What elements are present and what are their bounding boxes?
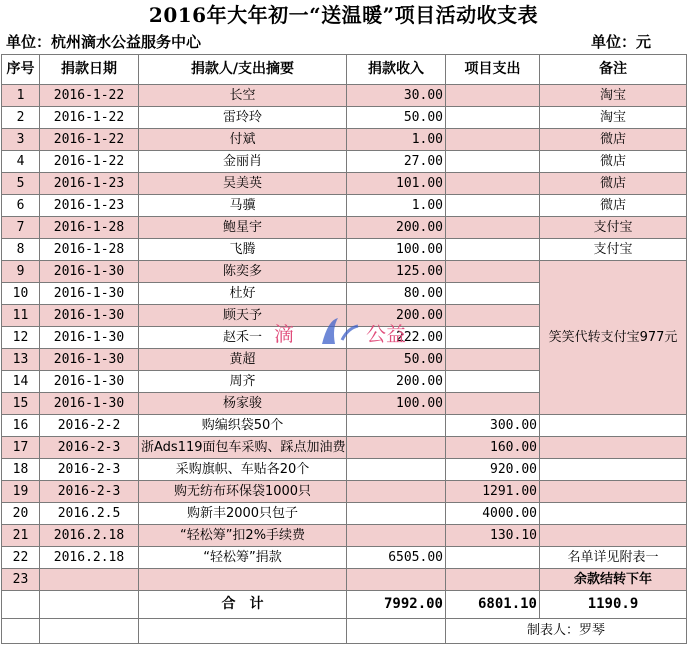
cell-expense (446, 261, 540, 283)
cell-expense (446, 217, 540, 239)
cell-note (540, 437, 687, 459)
cell-date: 2016.2.5 (40, 503, 139, 525)
cell-no: 16 (2, 415, 40, 437)
cell-income: 1.00 (347, 195, 446, 217)
cell-expense (446, 151, 540, 173)
cell-income: 100.00 (347, 393, 446, 415)
unit-organization: 单位：杭州滴水公益服务中心 (6, 33, 202, 51)
cell-date: 2016-1-30 (40, 327, 139, 349)
cell-no: 13 (2, 349, 40, 371)
cell-expense (446, 327, 540, 349)
cell-date: 2016-1-22 (40, 151, 139, 173)
table-row (2, 195, 687, 217)
cell-desc (139, 569, 347, 591)
cell-income: 80.00 (347, 283, 446, 305)
cell-no: 18 (2, 459, 40, 481)
cell-note: 名单详见附表一 (540, 547, 687, 569)
cell-note: 微店 (540, 173, 687, 195)
cell-desc: 马骥 (139, 195, 347, 217)
cell-income (347, 569, 446, 591)
cell-note: 支付宝 (540, 239, 687, 261)
cell-no: 15 (2, 393, 40, 415)
cell-date: 2016-1-30 (40, 283, 139, 305)
cell-expense (446, 283, 540, 305)
cell-income: 100.00 (347, 239, 446, 261)
cell-desc: 陈奕多 (139, 261, 347, 283)
cell-no: 5 (2, 173, 40, 195)
footer-blank (40, 619, 139, 644)
cell-expense: 4000.00 (446, 503, 540, 525)
cell-income: 125.00 (347, 261, 446, 283)
cell-note: 微店 (540, 151, 687, 173)
ledger-body (2, 85, 687, 644)
cell-income (347, 459, 446, 481)
cell-no: 6 (2, 195, 40, 217)
cell-date: 2016.2.18 (40, 525, 139, 547)
cell-expense (446, 195, 540, 217)
cell-date: 2016-1-28 (40, 217, 139, 239)
cell-income: 200.00 (347, 217, 446, 239)
total-balance: 1190.9 (540, 591, 687, 619)
cell-income: 1.00 (347, 129, 446, 151)
cell-expense (446, 371, 540, 393)
cell-income: 6505.00 (347, 547, 446, 569)
cell-no: 20 (2, 503, 40, 525)
total-label: 合 计 (139, 591, 347, 619)
cell-note (540, 415, 687, 437)
table-row (2, 459, 687, 481)
total-blank (2, 591, 40, 619)
cell-desc: 吴美英 (139, 173, 347, 195)
cell-date: 2016-1-30 (40, 371, 139, 393)
cell-no: 10 (2, 283, 40, 305)
cell-no: 8 (2, 239, 40, 261)
cell-note: 淘宝 (540, 85, 687, 107)
cell-date: 2016-1-30 (40, 261, 139, 283)
cell-no: 14 (2, 371, 40, 393)
footer-row (2, 619, 687, 644)
cell-expense (446, 393, 540, 415)
header-date: 捐款日期 (40, 55, 139, 85)
cell-expense (446, 305, 540, 327)
unit-currency: 单位：元 (590, 33, 651, 51)
cell-desc: 鲍星宇 (139, 217, 347, 239)
cell-no: 17 (2, 437, 40, 459)
cell-no: 21 (2, 525, 40, 547)
cell-date: 2016-1-30 (40, 393, 139, 415)
cell-desc: 付斌 (139, 129, 347, 151)
cell-no: 9 (2, 261, 40, 283)
cell-date: 2016-2-3 (40, 459, 139, 481)
total-expense: 6801.10 (446, 591, 540, 619)
cell-note: 微店 (540, 129, 687, 151)
header-note: 备注 (540, 55, 687, 85)
cell-income: 50.00 (347, 107, 446, 129)
cell-date: 2016-1-23 (40, 195, 139, 217)
cell-desc: 雷玲玲 (139, 107, 347, 129)
watermark-text-right: 公益 (366, 322, 406, 346)
cell-note: 余款结转下年 (540, 569, 687, 591)
total-row (2, 591, 687, 619)
cell-income: 30.00 (347, 85, 446, 107)
cell-expense: 920.00 (446, 459, 540, 481)
table-row (2, 525, 687, 547)
cell-date: 2016.2.18 (40, 547, 139, 569)
cell-date: 2016-1-22 (40, 129, 139, 151)
cell-expense: 300.00 (446, 415, 540, 437)
cell-desc: “轻松筹”捐款 (139, 547, 347, 569)
cell-no: 4 (2, 151, 40, 173)
cell-no: 1 (2, 85, 40, 107)
total-income: 7992.00 (347, 591, 446, 619)
cell-desc: 购新丰2000只包子 (139, 503, 347, 525)
cell-date: 2016-2-3 (40, 437, 139, 459)
cell-no: 12 (2, 327, 40, 349)
cell-expense (446, 569, 540, 591)
cell-desc: 黄超 (139, 349, 347, 371)
cell-note (540, 481, 687, 503)
ledger-table (1, 54, 687, 644)
cell-date: 2016-2-2 (40, 415, 139, 437)
cell-expense: 130.10 (446, 525, 540, 547)
footer-blank (139, 619, 347, 644)
cell-date (40, 569, 139, 591)
cell-desc: 金丽肖 (139, 151, 347, 173)
cell-date: 2016-2-3 (40, 481, 139, 503)
cell-desc: “轻松筹”扣2%手续费 (139, 525, 347, 547)
header-no: 序号 (2, 55, 40, 85)
footer-blank (2, 619, 40, 644)
cell-no: 23 (2, 569, 40, 591)
cell-income (347, 481, 446, 503)
cell-income (347, 525, 446, 547)
cell-expense (446, 129, 540, 151)
cell-expense (446, 107, 540, 129)
cell-desc: 购无纺布环保袋1000只 (139, 481, 347, 503)
table-row (2, 415, 687, 437)
cell-no: 2 (2, 107, 40, 129)
cell-expense (446, 239, 540, 261)
cell-note: 支付宝 (540, 217, 687, 239)
cell-no: 7 (2, 217, 40, 239)
table-row (2, 261, 687, 283)
cell-date: 2016-1-30 (40, 305, 139, 327)
table-row (2, 569, 687, 591)
cell-desc: 购编织袋50个 (139, 415, 347, 437)
cell-desc: 飞腾 (139, 239, 347, 261)
header-income: 捐款收入 (347, 55, 446, 85)
cell-income (347, 437, 446, 459)
table-row (2, 481, 687, 503)
cell-expense: 160.00 (446, 437, 540, 459)
total-blank (40, 591, 139, 619)
table-row (2, 151, 687, 173)
cell-desc: 长空 (139, 85, 347, 107)
cell-no: 3 (2, 129, 40, 151)
cell-desc: 杜好 (139, 283, 347, 305)
cell-income: 50.00 (347, 349, 446, 371)
cell-desc: 浙Ads119面包车采购、踩点加油费 (139, 437, 347, 459)
header-expense: 项目支出 (446, 55, 540, 85)
cell-income: 200.00 (347, 371, 446, 393)
cell-income: 101.00 (347, 173, 446, 195)
cell-no: 19 (2, 481, 40, 503)
table-row (2, 85, 687, 107)
cell-date: 2016-1-22 (40, 85, 139, 107)
cell-income: 222.00 (347, 327, 446, 349)
cell-income (347, 415, 446, 437)
header-desc: 捐款人/支出摘要 (139, 55, 347, 85)
cell-expense (446, 173, 540, 195)
cell-note: 微店 (540, 195, 687, 217)
prepared-by: 制表人：罗琴 (446, 619, 687, 644)
table-row (2, 547, 687, 569)
cell-income: 27.00 (347, 151, 446, 173)
cell-note: 淘宝 (540, 107, 687, 129)
cell-date: 2016-1-30 (40, 349, 139, 371)
cell-expense: 1291.00 (446, 481, 540, 503)
watermark-text-left: 滴 (274, 322, 294, 346)
cell-desc: 赵禾一 (139, 327, 347, 349)
cell-income (347, 503, 446, 525)
table-row (2, 217, 687, 239)
cell-desc: 采购旗帜、车贴各20个 (139, 459, 347, 481)
cell-note (540, 459, 687, 481)
cell-no: 22 (2, 547, 40, 569)
table-row (2, 437, 687, 459)
footer-blank (347, 619, 446, 644)
cell-desc: 杨家骏 (139, 393, 347, 415)
table-row (2, 503, 687, 525)
header-row (2, 55, 687, 85)
cell-note-merged: 笑笑代转支付宝977元 (540, 261, 687, 415)
page-title: 2016年大年初一“送温暖”项目活动收支表 (148, 3, 539, 27)
cell-expense (446, 349, 540, 371)
table-row (2, 239, 687, 261)
cell-date: 2016-1-23 (40, 173, 139, 195)
cell-expense (446, 85, 540, 107)
cell-note (540, 503, 687, 525)
table-row (2, 107, 687, 129)
cell-desc: 顾天予 (139, 305, 347, 327)
table-row (2, 129, 687, 151)
cell-desc: 周齐 (139, 371, 347, 393)
cell-no: 11 (2, 305, 40, 327)
cell-date: 2016-1-28 (40, 239, 139, 261)
cell-expense (446, 547, 540, 569)
cell-date: 2016-1-22 (40, 107, 139, 129)
cell-note (540, 525, 687, 547)
table-row (2, 173, 687, 195)
cell-income: 200.00 (347, 305, 446, 327)
